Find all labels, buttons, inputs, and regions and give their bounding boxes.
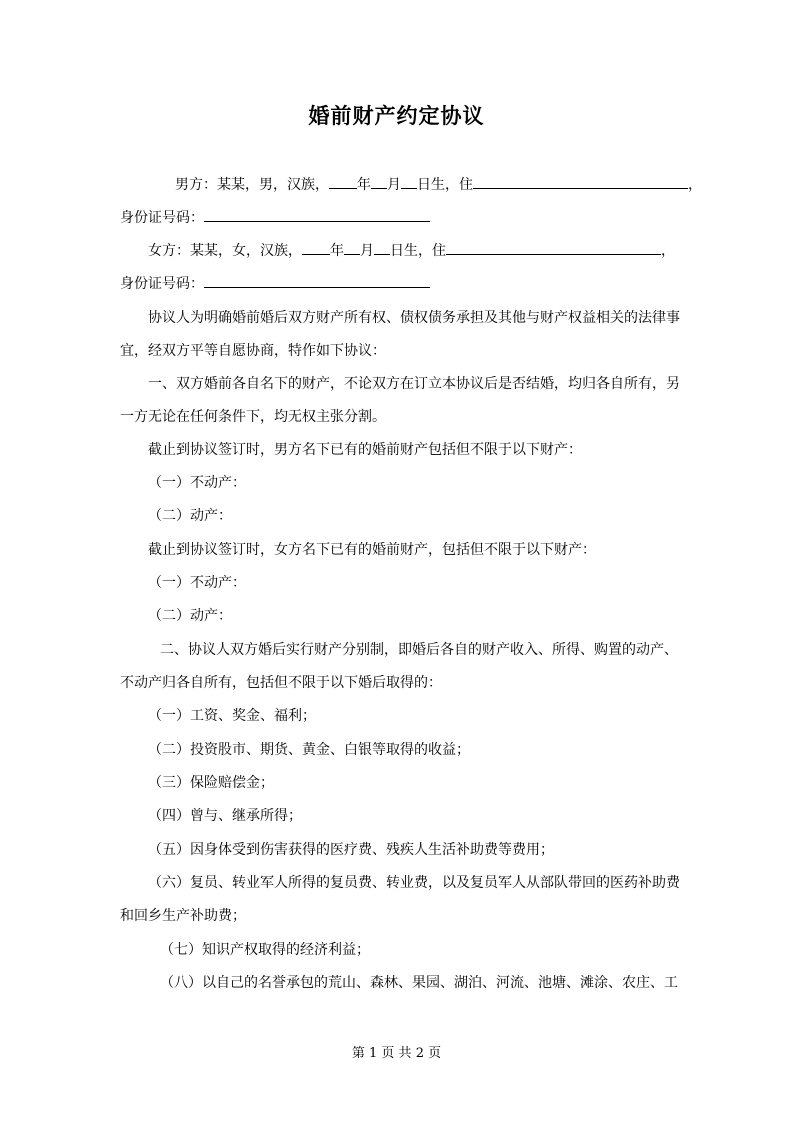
preamble-line-2: 宜，经双方平等自愿协商，特作如下协议： <box>120 343 386 359</box>
list-item-3: （三）保险赔偿金； <box>148 775 274 791</box>
list-item-7: （七）知识产权取得的经济利益； <box>160 942 370 958</box>
female-movable: （二）动产： <box>148 608 232 624</box>
female-month-label: 月 <box>360 243 374 259</box>
male-tail: ， <box>688 177 702 193</box>
male-intro: 男方：某某，男，汉族， <box>175 177 329 193</box>
male-assets-intro: 截止到协议签订时，男方名下已有的婚前财产包括但不限于以下财产： <box>148 442 582 458</box>
male-year-label: 年 <box>357 177 371 193</box>
female-day-label: 日生，住 <box>390 243 446 259</box>
female-id-label: 身份证号码： <box>120 276 204 292</box>
male-id-line <box>120 207 430 228</box>
male-party-line <box>175 174 702 195</box>
female-realestate: （一）不动产： <box>148 575 246 591</box>
female-address-blank <box>446 240 661 255</box>
list-item-8: （八）以自己的名誉承包的荒山、森林、果园、湖泊、河流、池塘、滩涂、农庄、工 <box>160 975 678 991</box>
male-id-blank <box>204 207 430 222</box>
male-address-blank <box>473 174 688 189</box>
female-birth-year-blank <box>302 240 330 255</box>
female-birth-month-blank <box>344 240 360 255</box>
list-item-6-line-2: 和回乡生产补助费； <box>120 908 246 924</box>
female-id-blank <box>204 273 430 288</box>
female-intro: 女方：某某，女，汉族， <box>148 243 302 259</box>
list-item-5: （五）因身体受到伤害获得的医疗费、残疾人生活补助费等费用； <box>148 842 554 858</box>
clause2-line-1: 二、协议人双方婚后实行财产分别制，即婚后各自的财产收入、所得、购置的动产、 <box>160 642 678 658</box>
female-year-label: 年 <box>330 243 344 259</box>
list-item-4: （四）曾与、继承所得； <box>148 808 302 824</box>
male-birth-day-blank <box>401 174 417 189</box>
page-number-footer: 第 1 页 共 2 页 <box>351 1046 442 1061</box>
male-movable: （二）动产： <box>148 508 232 524</box>
male-birth-year-blank <box>329 174 357 189</box>
male-id-label: 身份证号码： <box>120 210 204 226</box>
male-day-label: 日生，住 <box>417 177 473 193</box>
male-month-label: 月 <box>387 177 401 193</box>
preamble-line-1: 协议人为明确婚前婚后双方财产所有权、债权债务承担及其他与财产权益相关的法律事 <box>148 310 680 326</box>
female-birth-day-blank <box>374 240 390 255</box>
list-item-1: （一）工资、奖金、福利； <box>148 708 316 724</box>
document-title: 婚前财产约定协议 <box>308 103 485 128</box>
female-id-line <box>120 273 430 294</box>
female-assets-intro: 截止到协议签订时，女方名下已有的婚前财产，包括但不限于以下财产： <box>148 542 596 558</box>
clause1-line-1: 一、双方婚前各自名下的财产，不论双方在订立本协议后是否结婚，均归各自所有，另 <box>148 376 680 392</box>
male-realestate: （一）不动产： <box>148 475 246 491</box>
clause1-line-2: 一方无论在任何条件下，均无权主张分割。 <box>120 409 386 425</box>
female-party-line <box>148 240 675 261</box>
male-birth-month-blank <box>371 174 387 189</box>
female-tail: ， <box>661 243 675 259</box>
clause2-line-2: 不动产归各自所有，包括但不限于以下婚后取得的： <box>120 675 442 691</box>
list-item-2: （二）投资股市、期货、黄金、白银等取得的收益； <box>148 742 470 758</box>
list-item-6-line-1: （六）复员、转业军人所得的复员费、转业费，以及复员军人从部队带回的医药补助费 <box>148 875 680 891</box>
